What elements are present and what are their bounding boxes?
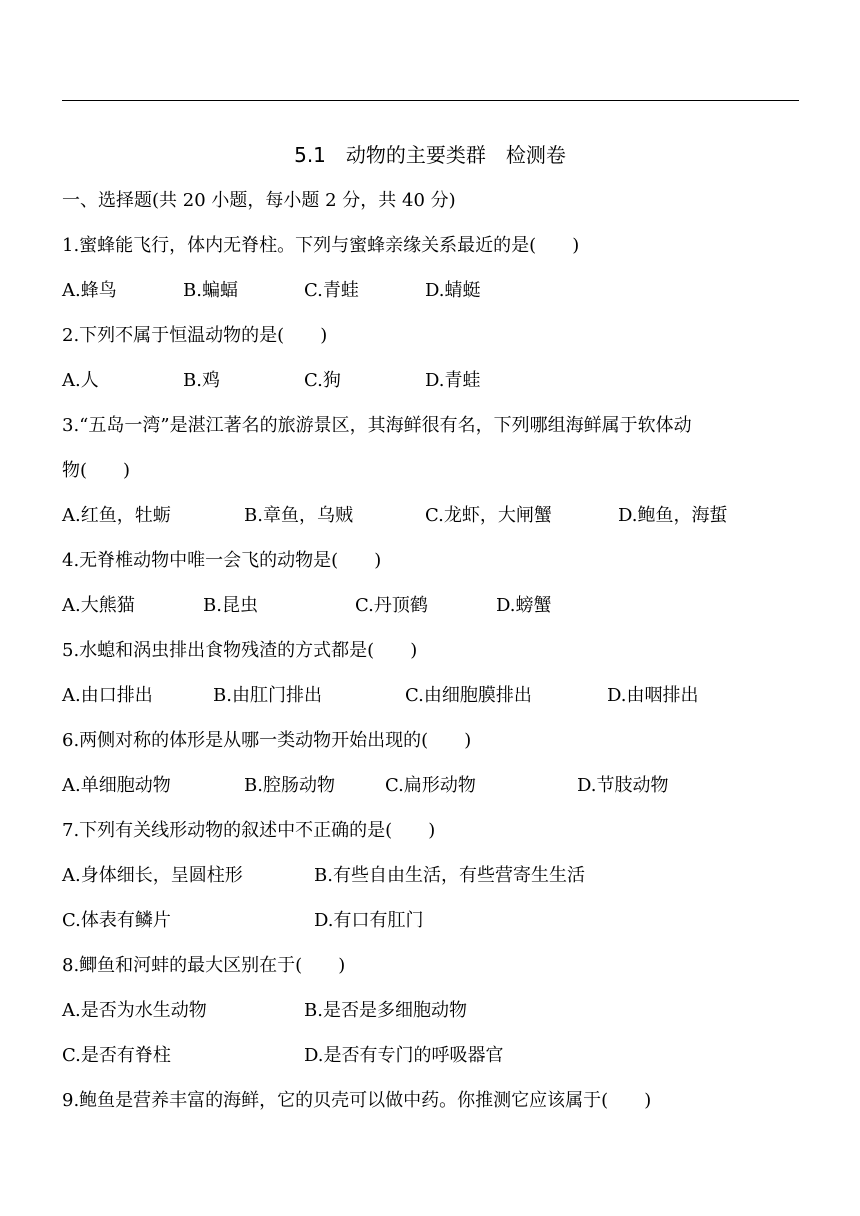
option-b[interactable]: B.是否是多细胞动物: [304, 1000, 467, 1021]
option-a[interactable]: A.红鱼，牡蛎: [62, 505, 171, 526]
option-d[interactable]: D.节肢动物: [577, 775, 669, 796]
option-d[interactable]: D.蜻蜓: [425, 280, 481, 301]
question-1-stem: 1.蜜蜂能飞行，体内无脊柱。下列与蜜蜂亲缘关系最近的是( ): [62, 235, 580, 256]
question-2-options: [62, 363, 807, 408]
question-5-options: [62, 678, 807, 723]
option-c[interactable]: C.龙虾，大闸蟹: [425, 505, 552, 526]
section-heading: 一、选择题(共 20 小题，每小题 2 分，共 40 分): [62, 190, 456, 211]
question-8-options-cd: [62, 1038, 807, 1083]
question-2-stem: 2.下列不属于恒温动物的是( ): [62, 325, 328, 346]
option-d[interactable]: D.有口有肛门: [314, 910, 424, 931]
question-9-stem: 9.鲍鱼是营养丰富的海鲜，它的贝壳可以做中药。你推测它应该属于( ): [62, 1090, 652, 1111]
option-b[interactable]: B.由肛门排出: [213, 685, 322, 706]
option-a[interactable]: A.单细胞动物: [62, 775, 171, 796]
option-c[interactable]: C.是否有脊柱: [62, 1045, 171, 1066]
page-title: 5.1 动物的主要类群 检测卷: [294, 143, 566, 167]
option-c[interactable]: C.体表有鳞片: [62, 910, 171, 931]
question-7-stem: 7.下列有关线形动物的叙述中不正确的是( ): [62, 820, 436, 841]
option-c[interactable]: C.青蛙: [304, 280, 359, 301]
option-b[interactable]: B.腔肠动物: [244, 775, 335, 796]
question-5-stem: 5.水螅和涡虫排出食物残渣的方式都是( ): [62, 640, 418, 661]
question-6-options: [62, 768, 807, 813]
option-b[interactable]: B.鸡: [183, 370, 220, 391]
exam-content: [62, 183, 807, 1128]
option-d[interactable]: D.青蛙: [425, 370, 481, 391]
option-b[interactable]: B.有些自由生活，有些营寄生生活: [314, 865, 585, 886]
question-3-options: [62, 498, 807, 543]
header-rule: [62, 100, 799, 101]
question-1-options: [62, 273, 807, 318]
option-c[interactable]: C.丹顶鹤: [355, 595, 428, 616]
option-a[interactable]: A.大熊猫: [62, 595, 135, 616]
question-3-stem: 3.“五岛一湾”是湛江著名的旅游景区，其海鲜很有名，下列哪组海鲜属于软体动: [62, 415, 692, 436]
question-3-stem-continued: 物( ): [62, 460, 131, 481]
option-d[interactable]: D.由咽排出: [607, 685, 699, 706]
question-8-options-ab: [62, 993, 807, 1038]
option-a[interactable]: A.蜂鸟: [62, 280, 117, 301]
option-d[interactable]: D.螃蟹: [496, 595, 552, 616]
option-c[interactable]: C.由细胞膜排出: [405, 685, 532, 706]
option-d[interactable]: D.鲍鱼，海蜇: [618, 505, 728, 526]
question-7-options-cd: [62, 903, 807, 948]
option-b[interactable]: B.昆虫: [203, 595, 258, 616]
option-b[interactable]: B.章鱼，乌贼: [244, 505, 353, 526]
option-d[interactable]: D.是否有专门的呼吸器官: [304, 1045, 504, 1066]
question-6-stem: 6.两侧对称的体形是从哪一类动物开始出现的( ): [62, 730, 472, 751]
option-c[interactable]: C.狗: [304, 370, 341, 391]
question-4-options: [62, 588, 807, 633]
option-b[interactable]: B.蝙蝠: [183, 280, 238, 301]
option-a[interactable]: A.身体细长，呈圆柱形: [62, 865, 243, 886]
option-a[interactable]: A.由口排出: [62, 685, 153, 706]
option-c[interactable]: C.扁形动物: [385, 775, 476, 796]
question-8-stem: 8.鲫鱼和河蚌的最大区别在于( ): [62, 955, 346, 976]
option-a[interactable]: A.人: [62, 370, 99, 391]
question-4-stem: 4.无脊椎动物中唯一会飞的动物是( ): [62, 550, 382, 571]
option-a[interactable]: A.是否为水生动物: [62, 1000, 207, 1021]
question-7-options-ab: [62, 858, 807, 903]
